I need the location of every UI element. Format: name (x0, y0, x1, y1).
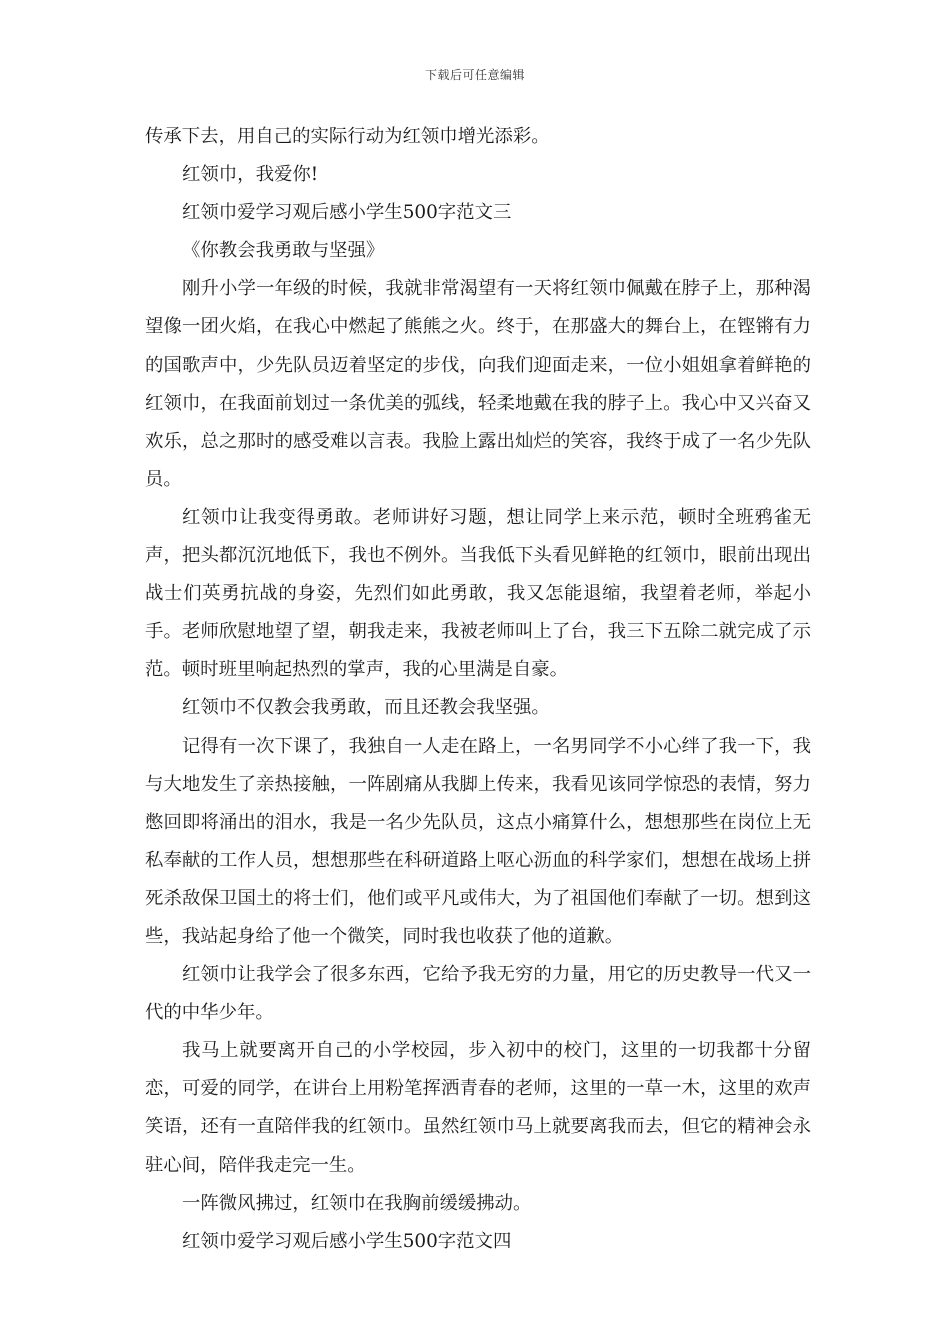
document-body (145, 118, 811, 1261)
section-heading-4: 红领巾爱学习观后感小学生500字范文四 (182, 1230, 512, 1252)
paragraph-8: 记得有一次下课了，我独自一人走在路上，一名男同学不小心绊了我一下，我与大地发生了亲热接触，一阵剧痛从我脚上传来，我看见该同学惊恐的表情，努力憋回即将涌出的泪水，我是一名少先队员，这点小痛算什么，想想那些在岗位上无私奉献的工作人员，想想那些在科研道路上呕心沥血的科学家们，想想在战场上拼死杀敌保卫国土的将士们，他们或平凡或伟大，为了祖国他们奉献了一切。想到这些，我站起身给了他一个微笑，同时我也收获了他的道歉。 (145, 735, 811, 947)
paragraph-1: 传承下去，用自己的实际行动为红领巾增光添彩。 (145, 126, 550, 147)
essay-title: 《你教会我勇敢与坚强》 (182, 240, 385, 262)
paragraph-9: 红领巾让我学会了很多东西，它给予我无穷的力量，用它的历史教导一代又一代的中华少年。 (145, 964, 811, 1024)
page-header: 下载后可任意编辑 (424, 68, 525, 82)
paragraph-11: 一阵微风拂过，红领巾在我胸前缓缓拂动。 (182, 1192, 532, 1214)
paragraph-2: 红领巾，我爱你! (182, 164, 319, 186)
paragraph-5: 刚升小学一年级的时候，我就非常渴望有一天将红领巾佩戴在脖子上，那种渴望像一团火焰，在我心中燃起了熊熊之火。终于，在那盛大的舞台上，在铿锵有力的国歌声中，少先队员迈着坚定的步伐，向我们迎面走来，一位小姐姐拿着鲜艳的红领巾，在我面前划过一条优美的弧线，轻柔地戴在我的脖子上。我心中又兴奋又欢乐，总之那时的感受难以言表。我脸上露出灿烂的笑容，我终于成了一名少先队员。 (145, 278, 811, 490)
paragraph-10: 我马上就要离开自己的小学校园，步入初中的校门，这里的一切我都十分留恋，可爱的同学，在讲台上用粉笔挥洒青春的老师，这里的一草一木，这里的欢声笑语，还有一直陪伴我的红领巾。虽然红领巾马上就要离我而去，但它的精神会永驻心间，陪伴我走完一生。 (145, 1040, 811, 1176)
paragraph-6: 红领巾让我变得勇敢。老师讲好习题，想让同学上来示范，顿时全班鸦雀无声，把头都沉沉地低下，我也不例外。当我低下头看见鲜艳的红领巾，眼前出现出战士们英勇抗战的身姿，先烈们如此勇敢，我又怎能退缩，我望着老师，举起小手。老师欣慰地望了望，朝我走来，我被老师叫上了台，我三下五除二就完成了示范。顿时班里响起热烈的掌声，我的心里满是自豪。 (145, 506, 811, 681)
paragraph-7: 红领巾不仅教会我勇敢，而且还教会我坚强。 (182, 697, 550, 719)
section-heading-3: 红领巾爱学习观后感小学生500字范文三 (182, 202, 512, 224)
